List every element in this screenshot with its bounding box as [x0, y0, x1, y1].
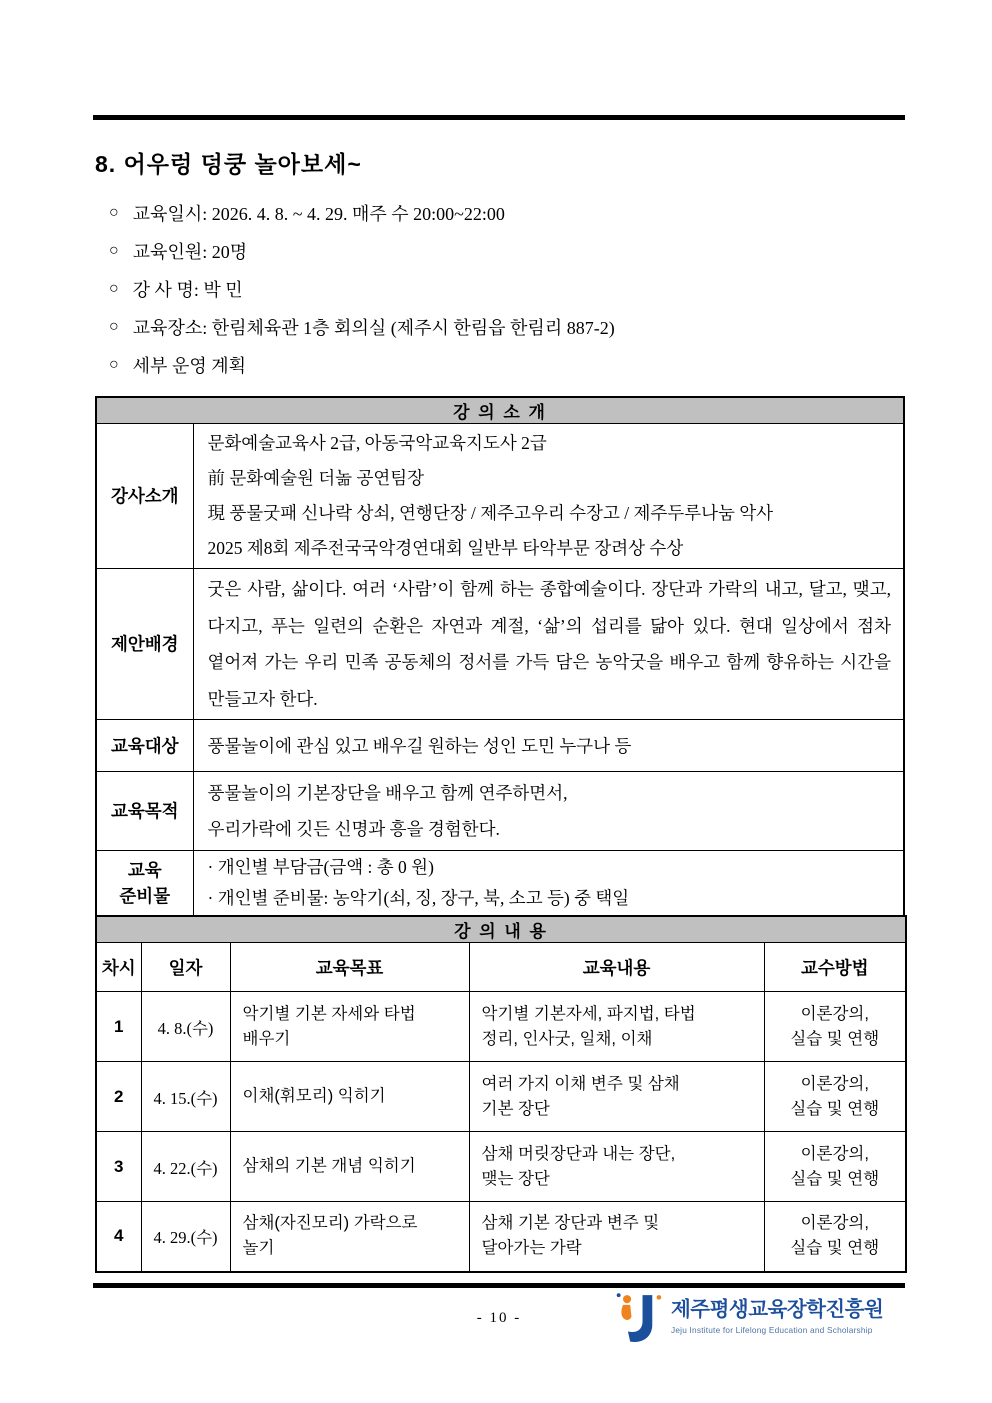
content-line: 실습 및 연행 — [790, 1169, 880, 1188]
page-title: 8. 어우렁 덩쿵 놀아보세~ — [95, 151, 362, 177]
row-label-line: 준비물 — [119, 886, 171, 906]
lecture-content-table — [95, 915, 907, 1273]
content-line: 실습 및 연행 — [790, 1239, 880, 1258]
header-rule — [93, 115, 905, 120]
cell-date: 4. 29.(수) — [141, 1202, 230, 1272]
circle-bullet-icon: ○ — [109, 280, 119, 297]
cell-goal — [230, 992, 469, 1062]
bullet-text: 강 사 명: 박 민 — [132, 280, 243, 300]
bullet-text: 교육인원: 20명 — [132, 242, 248, 262]
row-label: 교육목적 — [96, 772, 193, 851]
content-line: 이채(휘모리) 익히기 — [242, 1087, 386, 1105]
cell-content — [469, 1132, 764, 1202]
cell-method — [764, 1062, 906, 1132]
content-line: · 개인별 준비물: 농악기(쇠, 징, 장구, 북, 소고 등) 중 택일 — [207, 888, 630, 908]
footer-rule — [93, 1283, 905, 1288]
circle-bullet-icon: ○ — [109, 242, 119, 259]
page-number: - 10 - — [476, 1310, 522, 1326]
table-row — [96, 992, 906, 1062]
row-label-line: 교육 — [127, 860, 162, 880]
circle-bullet-icon: ○ — [109, 318, 119, 335]
cell-method — [764, 1202, 906, 1272]
column-header-content: 교육내용 — [469, 943, 764, 992]
row-content — [193, 851, 904, 917]
content-line: 풍물놀이에 관심 있고 배우길 원하는 성인 도민 누구나 등 — [207, 735, 632, 756]
org-logo-text — [671, 1291, 883, 1335]
column-header-method: 교수방법 — [764, 943, 906, 992]
cell-content — [469, 992, 764, 1062]
intro-row-materials — [96, 851, 904, 917]
content-line: 달아가는 가락 — [481, 1239, 582, 1258]
content-table-caption: 강 의 내 용 — [96, 916, 906, 943]
content-line: 2025 제8회 제주전국국악경연대회 일반부 타악부문 장려상 수상 — [207, 538, 684, 558]
content-line: 놀기 — [242, 1239, 275, 1258]
content-line: 기본 장단 — [481, 1099, 550, 1118]
intro-caption-row — [96, 397, 904, 424]
column-header-goal: 교육목표 — [230, 943, 469, 992]
content-line: 삼채의 기본 개념 익히기 — [242, 1157, 416, 1175]
content-line: 맺는 장단 — [481, 1169, 550, 1188]
bullet-item — [95, 194, 905, 232]
cell-session: 2 — [96, 1062, 141, 1132]
column-header-date: 일자 — [141, 943, 230, 992]
content-line: 악기별 기본 자세와 타법 — [242, 1004, 416, 1023]
row-label: 제안배경 — [96, 569, 193, 720]
bullet-list — [95, 194, 905, 384]
row-content — [193, 569, 904, 720]
content-line: 여러 가지 이채 변주 및 삼채 — [481, 1074, 680, 1093]
intro-row-target — [96, 720, 904, 772]
org-name: 제주평생교육장학진흥원 — [671, 1298, 884, 1321]
table-row — [96, 1202, 906, 1272]
proposal-paragraph: 굿은 사람, 삶이다. 여러 ‘사람’이 함께 하는 종합예술이다. 장단과 가락의 내고, 달고, 맺고, 다지고, 푸는 일련의 순환은 자연과 계절, ‘삶’의 섭리를 닮아 있다. 현대 일상에서 점차 옅어져 가는 우리 민족 공동체의 정서를 가득 담은 농악굿을 배우고 함께 향유하는 시간을 만들고자 한다. — [207, 579, 891, 709]
row-content — [193, 424, 904, 569]
row-content — [193, 772, 904, 851]
cell-method — [764, 1132, 906, 1202]
column-header-session: 차시 — [96, 943, 141, 992]
content-line: 삼채(자진모리) 가락으로 — [242, 1214, 418, 1233]
cell-goal — [230, 1202, 469, 1272]
bullet-item — [95, 270, 905, 308]
bullet-text: 교육일시: 2026. 4. 8. ~ 4. 29. 매주 수 20:00~22:00 — [132, 204, 505, 224]
cell-date: 4. 8.(수) — [141, 992, 230, 1062]
content-line: 삼채 머릿장단과 내는 장단, — [481, 1144, 676, 1163]
intro-row-background — [96, 569, 904, 720]
content-line: 풍물놀이의 기본장단을 배우고 함께 연주하면서, — [207, 783, 568, 803]
content-line: 우리가락에 깃든 신명과 흥을 경험한다. — [207, 819, 500, 839]
cell-session: 4 — [96, 1202, 141, 1272]
content-line: 現 풍물굿패 신나락 상쇠, 연행단장 / 제주고우리 수장고 / 제주두루나눔 악사 — [207, 503, 774, 523]
cell-goal — [230, 1132, 469, 1202]
document-content — [95, 150, 905, 1273]
intro-table-caption: 강 의 소 개 — [96, 397, 904, 424]
cell-goal — [230, 1062, 469, 1132]
content-line: 이론강의, — [800, 1074, 869, 1093]
content-line: 악기별 기본자세, 파지법, 타법 — [481, 1004, 696, 1023]
cell-content — [469, 1202, 764, 1272]
bullet-text: 교육장소: 한림체육관 1층 회의실 (제주시 한림읍 한림리 887-2) — [132, 318, 615, 338]
cell-content — [469, 1062, 764, 1132]
content-line: 이론강의, — [800, 1144, 869, 1163]
content-line: 이론강의, — [800, 1214, 869, 1233]
intro-row-instructor — [96, 424, 904, 569]
content-line: 실습 및 연행 — [790, 1099, 880, 1118]
bullet-item — [95, 232, 905, 270]
bullet-item — [95, 308, 905, 346]
row-label — [96, 851, 193, 917]
cell-date: 4. 22.(수) — [141, 1132, 230, 1202]
cell-method — [764, 992, 906, 1062]
row-label: 교육대상 — [96, 720, 193, 772]
content-line: 실습 및 연행 — [790, 1029, 880, 1048]
table-row — [96, 1132, 906, 1202]
content-line: · 개인별 부담금(금액 : 총 0 원) — [207, 857, 434, 877]
row-label: 강사소개 — [96, 424, 193, 569]
cell-date: 4. 15.(수) — [141, 1062, 230, 1132]
circle-bullet-icon: ○ — [109, 204, 119, 221]
content-line: 문화예술교육사 2급, 아동국악교육지도사 2급 — [207, 433, 547, 453]
jeju-logo-icon — [616, 1291, 662, 1348]
circle-bullet-icon: ○ — [109, 356, 119, 373]
column-header-row — [96, 943, 906, 992]
cell-session: 3 — [96, 1132, 141, 1202]
cell-session: 1 — [96, 992, 141, 1062]
content-line: 前 문화예술원 더놂 공연팀장 — [207, 468, 425, 488]
lecture-intro-table — [95, 396, 905, 917]
content-line: 이론강의, — [800, 1004, 869, 1023]
content-line: 배우기 — [242, 1029, 291, 1048]
content-line: 삼채 기본 장단과 변주 및 — [481, 1214, 660, 1233]
org-logo — [616, 1291, 883, 1348]
org-name-english: Jeju Institute for Lifelong Education and Scholarship — [671, 1325, 873, 1335]
bullet-text: 세부 운영 계획 — [132, 356, 246, 376]
content-line: 정리, 인사굿, 일채, 이채 — [481, 1029, 653, 1048]
row-content — [193, 720, 904, 772]
intro-row-goal — [96, 772, 904, 851]
bullet-item — [95, 346, 905, 384]
table-row — [96, 1062, 906, 1132]
content-caption-row — [96, 916, 906, 943]
